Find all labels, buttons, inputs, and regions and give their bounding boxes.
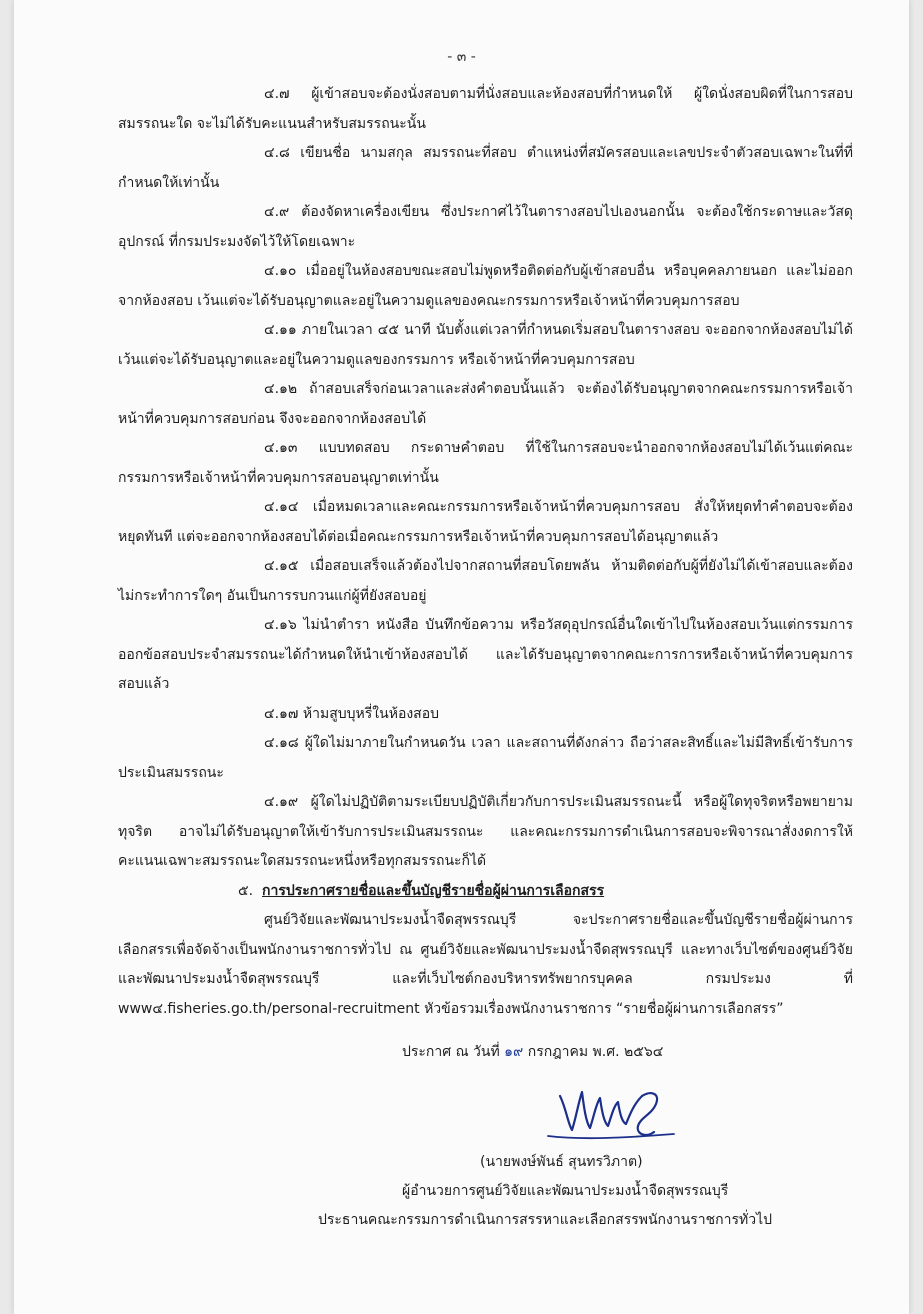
rule-number: ๔.๙ <box>264 204 290 220</box>
rule-text: ห้ามสูบบุหรี่ในห้องสอบ <box>302 705 440 722</box>
section-5-heading <box>118 877 853 907</box>
signer-committee-role: ประธานคณะกรรมการดำเนินการสรรหาและเลือกสรรพนักงานราชการทั่วไป <box>318 1212 773 1228</box>
rule-4-7 <box>118 80 853 139</box>
date-prefix: ประกาศ ณ วันที่ <box>402 1044 500 1060</box>
signer-block <box>14 1148 909 1235</box>
rule-4-17 <box>118 700 853 730</box>
rule-number: ๔.๘ <box>264 145 290 161</box>
rule-text: เขียนชื่อ นามสกุล สมรรถนะที่สอบ ตำแหน่งที่สมัครสอบและเลขประจำตัวสอบเฉพาะในที่ที่กำหนดให้เท่านั้น <box>118 145 853 191</box>
rule-text: เมื่ออยู่ในห้องสอบขณะสอบไม่พูดหรือติดต่อกับผู้เข้าสอบอื่น หรือบุคคลภายนอก และไม่ออกจากห้องสอบ เว้นแต่จะได้รับอนุญาตและอยู่ในความดูแลของคณะกรรมการหรือเจ้าหน้าที่ควบคุมการสอบ <box>118 263 853 309</box>
rule-number: ๔.๑๔ <box>264 499 299 515</box>
section-title: การประกาศรายชื่อและขึ้นบัญชีรายชื่อผู้ผ่านการเลือกสรร <box>262 882 605 899</box>
rule-text: ถ้าสอบเสร็จก่อนเวลาและส่งคำตอบนั้นแล้ว จะต้องได้รับอนุญาตจากคณะกรรมการหรือเจ้าหน้าที่ควบคุมการสอบก่อน จึงจะออกจากห้องสอบได้ <box>118 381 853 427</box>
rule-text: แบบทดสอบ กระดาษคำตอบ ที่ใช้ในการสอบจะนำออกจากห้องสอบไม่ได้เว้นแต่คณะกรรมการหรือเจ้าหน้าที่ควบคุมการสอบอนุญาตเท่านั้น <box>118 440 854 486</box>
rule-number: ๔.๑๐ <box>264 263 297 279</box>
date-day: ๑๙ <box>504 1044 524 1060</box>
rule-number: ๔.๑๑ <box>264 322 297 338</box>
rule-text: เมื่อสอบเสร็จแล้วต้องไปจากสถานที่สอบโดยพลัน ห้ามติดต่อกับผู้ที่ยังไม่ได้เข้าสอบและต้องไม่กระทำการใดๆ อันเป็นการรบกวนแก่ผู้ที่ยังสอบอยู่ <box>118 558 854 604</box>
section-number: ๕. <box>238 882 254 899</box>
rule-4-14 <box>118 493 853 552</box>
rule-4-15 <box>118 552 853 611</box>
rule-text: ภายในเวลา ๔๕ นาที นับตั้งแต่เวลาที่กำหนดเริ่มสอบในตารางสอบ จะออกจากห้องสอบไม่ได้ เว้นแต่จะได้รับอนุญาตและอยู่ในความดูแลของกรรมการ หรือเจ้าหน้าที่ควบคุมการสอบ <box>118 322 854 368</box>
rule-text: ผู้ใดไม่ปฏิบัติตามระเบียบปฏิบัติเกี่ยวกับการประเมินสมรรถนะนี้ หรือผู้ใดทุจริตหรือพยายามทุจริต อาจไม่ได้รับอนุญาตให้เข้ารับการประเมินสมรรถนะ และคณะกรรมการดำเนินการสอบจะพิจารณาสั่งงดการให้คะแนนเฉพาะสมรรถนะใดสมรรถนะหนึ่งหรือทุกสมรรถนะก็ได้ <box>118 794 853 869</box>
rule-4-11 <box>118 316 853 375</box>
rule-text: ไม่นำตำรา หนังสือ บันทึกข้อความ หรือวัสดุอุปกรณ์อื่นใดเข้าไปในห้องสอบเว้นแต่กรรมการออกข้อสอบประจำสมรรถนะได้กำหนดให้นำเข้าห้องสอบได้ และได้รับอนุญาตจากคณะการการหรือเจ้าหน้าที่ควบคุมการสอบแล้ว <box>118 617 854 692</box>
rule-number: ๔.๑๖ <box>264 617 297 633</box>
rule-4-9 <box>118 198 853 257</box>
rule-number: ๔.๑๒ <box>264 381 298 397</box>
rule-4-10 <box>118 257 853 316</box>
rule-4-12 <box>118 375 853 434</box>
rule-number: ๔.๑๘ <box>264 735 299 751</box>
rule-4-18 <box>118 729 853 788</box>
signer-position: ผู้อำนวยการศูนย์วิจัยและพัฒนาประมงน้ำจืดสุพรรณบุรี <box>402 1183 729 1199</box>
rule-text: ผู้เข้าสอบจะต้องนั่งสอบตามที่นั่งสอบและห้องสอบที่กำหนดให้ ผู้ใดนั่งสอบผิดที่ในการสอบสมรรถนะใด จะไม่ได้รับคะแนนสำหรับสมรรถนะนั้น <box>118 86 853 132</box>
page-number: - ๓ - <box>447 49 476 65</box>
announcement-date <box>118 1038 853 1068</box>
rule-number: ๔.๗ <box>264 86 290 102</box>
section-5-body: ศูนย์วิจัยและพัฒนาประมงน้ำจืดสุพรรณบุรี จะประกาศรายชื่อและขึ้นบัญชีรายชื่อผู้ผ่านการเลือกสรรเพื่อจัดจ้างเป็นพนักงานราชการทั่วไป ณ ศูนย์วิจัยและพัฒนาประมงน้ำจืดสุพรรณบุรี และทางเว็บไซต์ของศูนย์วิจัยและพัฒนาประมงน้ำจืดสุพรรณบุรี และที่เว็บไซต์กองบริหารทรัพยากรบุคคล กรมประมง ที่ www๔.fisheries.go.th/personal-recruitment หัวข้อรวมเรื่องพนักงานราชการ “รายชื่อผู้ผ่านการเลือกสรร” <box>118 912 853 1017</box>
rule-text: เมื่อหมดเวลาและคณะกรรมการหรือเจ้าหน้าที่ควบคุมการสอบ สั่งให้หยุดทำคำตอบจะต้องหยุดทันที แต่จะออกจากห้องสอบได้ต่อเมื่อคณะกรรมการหรือเจ้าหน้าที่ควบคุมการสอบได้อนุญาตแล้ว <box>118 499 853 545</box>
handwritten-signature <box>542 1078 682 1148</box>
rule-text: ผู้ใดไม่มาภายในกำหนดวัน เวลา และสถานที่ดังกล่าว ถือว่าสละสิทธิ์และไม่มีสิทธิ์เข้ารับการประเมินสมรรถนะ <box>118 735 853 781</box>
rule-text: ต้องจัดหาเครื่องเขียน ซึ่งประกาศไว้ในตารางสอบไปเองนอกนั้น จะต้องใช้กระดาษและวัสดุอุปกรณ์ ที่กรมประมงจัดไว้ให้โดยเฉพาะ <box>118 204 853 250</box>
rule-number: ๔.๑๗ <box>264 705 299 722</box>
signer-name: (นายพงษ์พันธ์ สุนทรวิภาต) <box>480 1154 643 1170</box>
rule-number: ๔.๑๓ <box>264 440 298 456</box>
document-page <box>14 0 909 1314</box>
rule-4-13 <box>118 434 853 493</box>
rule-4-8 <box>118 139 853 198</box>
rule-number: ๔.๑๙ <box>264 794 299 810</box>
rule-4-19 <box>118 788 853 877</box>
document-body <box>118 80 853 1068</box>
rule-number: ๔.๑๕ <box>264 558 299 574</box>
date-month-year: กรกฎาคม พ.ศ. ๒๕๖๔ <box>527 1044 664 1060</box>
rule-4-16 <box>118 611 853 700</box>
